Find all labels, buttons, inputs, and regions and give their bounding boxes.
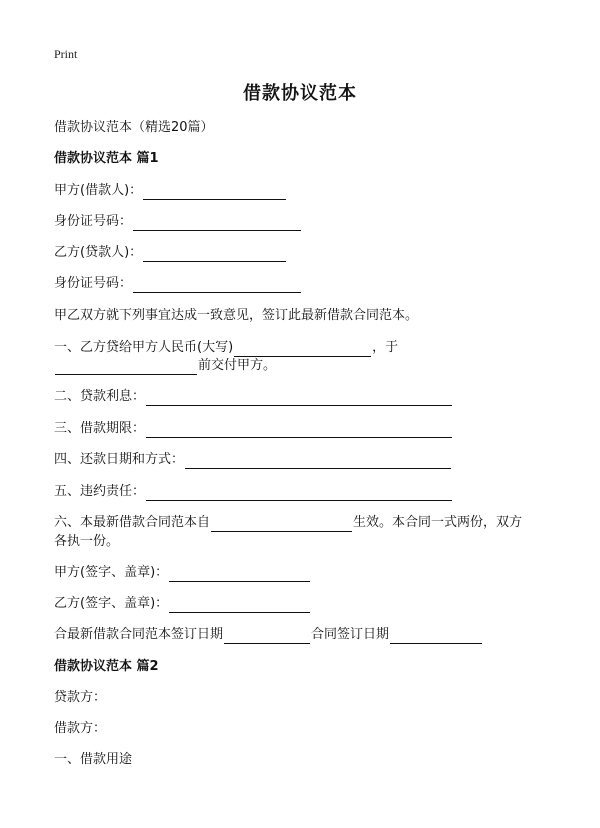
section-heading-2: 借款协议范本 篇2: [54, 659, 159, 674]
signing-date-blank-2: [390, 629, 482, 644]
section-heading-1: 借款协议范本 篇1: [54, 151, 159, 166]
delivery-date-blank: [55, 360, 197, 375]
party-b-label: 乙方(贷款人)：: [54, 245, 143, 260]
clause-1-line-1: [54, 339, 398, 357]
term-blank: [146, 423, 452, 438]
party-a-label: 甲方(借款人)：: [54, 183, 143, 198]
effective-date-blank: [211, 517, 352, 532]
sign-b-label: 乙方(签字、盖章)：: [54, 596, 169, 611]
clause-6-line-2: 各执一份。: [54, 534, 120, 549]
sign-b-blank: [169, 598, 310, 613]
interest-blank: [146, 391, 452, 406]
party-b-blank: [143, 247, 286, 262]
clause-6-text-a: 六、本最新借款合同范本自: [54, 515, 211, 530]
id-a-row: [54, 213, 302, 231]
party-a-row: [54, 182, 287, 200]
repayment-blank: [185, 454, 451, 469]
lender-label: 贷款方：: [54, 690, 107, 705]
id-b-blank: [133, 278, 301, 293]
clause-5-row: [54, 483, 453, 501]
amount-blank: [234, 342, 371, 357]
signing-date-row: [54, 626, 483, 644]
contract-date-label: 合同签订日期: [311, 627, 390, 642]
sign-a-blank: [169, 567, 310, 582]
party-b-row: [54, 244, 287, 262]
id-a-blank: [133, 216, 301, 231]
clause-6-text-b: 生效。本合同一式两份，双方: [353, 515, 523, 530]
agreement-intro: 甲乙双方就下列事宜达成一致意见，签订此最新借款合同范本。: [54, 308, 419, 323]
clause-4-label: 四、还款日期和方式：: [54, 452, 185, 467]
document-title: 借款协议范本: [243, 83, 357, 104]
signing-date-label: 合最新借款合同范本签订日期: [54, 627, 224, 642]
id-a-label: 身份证号码：: [54, 214, 133, 229]
print-link[interactable]: Print: [54, 47, 78, 61]
clause-3-label: 三、借款期限：: [54, 421, 146, 436]
loan-purpose-heading: 一、借款用途: [54, 752, 133, 767]
clause-1-text-b: ，于: [372, 340, 399, 355]
id-b-row: [54, 275, 302, 293]
document-subtitle: 借款协议范本（精选20篇）: [54, 120, 214, 135]
id-b-label: 身份证号码：: [54, 276, 133, 291]
clause-1-line-2: [54, 357, 276, 375]
clause-2-label: 二、贷款利息：: [54, 389, 146, 404]
liability-blank: [146, 486, 452, 501]
clause-3-row: [54, 420, 453, 438]
clause-6-line-1: [54, 514, 522, 532]
clause-1-text-a: 一、乙方贷给甲方人民币(大写): [54, 340, 234, 355]
clause-5-label: 五、违约责任：: [54, 484, 146, 499]
clause-1-text-c: 前交付甲方。: [198, 358, 277, 373]
sign-a-row: [54, 564, 311, 582]
clause-4-row: [54, 451, 452, 469]
party-a-blank: [143, 185, 286, 200]
sign-a-label: 甲方(签字、盖章)：: [54, 565, 169, 580]
clause-2-row: [54, 388, 453, 406]
sign-b-row: [54, 595, 311, 613]
signing-date-blank-1: [224, 629, 310, 644]
borrower-label: 借款方：: [54, 721, 107, 736]
